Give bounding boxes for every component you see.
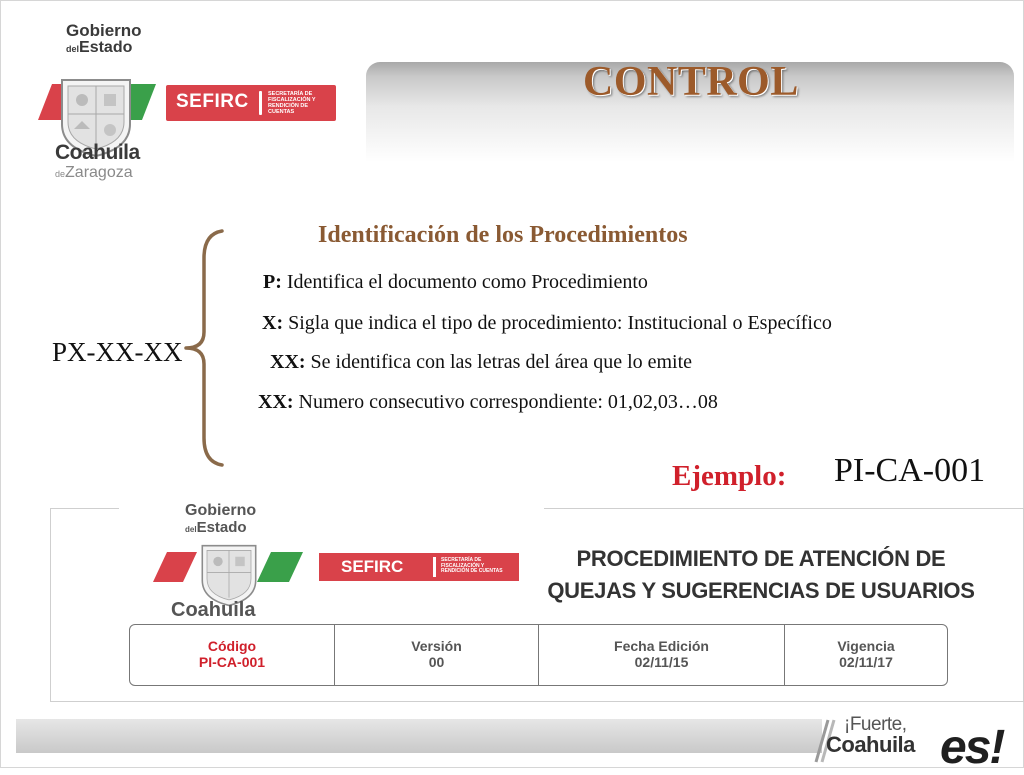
doc-del-estado-label bbox=[185, 520, 256, 535]
doc-coahuila-label: Coahuila bbox=[171, 599, 256, 621]
logo-del-estado-label bbox=[66, 40, 142, 56]
curly-brace-icon bbox=[184, 228, 224, 468]
definition-key: P: bbox=[263, 271, 282, 293]
doc-estado-label: Estado bbox=[196, 519, 247, 536]
sefirc-label: SEFIRC bbox=[176, 91, 249, 112]
gobierno-coahuila-logo bbox=[38, 22, 338, 187]
definition-p bbox=[263, 271, 648, 294]
doc-gobierno-label: Gobierno bbox=[185, 502, 257, 519]
doc-sefirc-label: SEFIRC bbox=[341, 557, 404, 576]
doc-title bbox=[541, 543, 981, 607]
definition-x bbox=[262, 312, 832, 335]
logo-zaragoza-label: Zaragoza bbox=[65, 164, 133, 181]
definition-text: Se identifica con las letras del área que lo emite bbox=[310, 351, 693, 373]
definition-text: Sigla que indica el tipo de procedimiento: Institucional o Específico bbox=[288, 312, 832, 334]
doc-title-line2: QUEJAS Y SUGERENCIAS DE USUARIOS bbox=[547, 578, 975, 603]
meta-vigencia bbox=[785, 625, 947, 685]
example-code: PI-CA-001 bbox=[834, 452, 986, 489]
fuerte-coahuila-slogan bbox=[806, 710, 1022, 774]
sefirc-divider bbox=[259, 91, 262, 115]
doc-coat-of-arms-icon bbox=[197, 541, 261, 607]
meta-header: Fecha Edición bbox=[614, 638, 709, 654]
sefirc-badge bbox=[166, 85, 336, 121]
meta-fecha-edicion bbox=[539, 625, 785, 685]
logo-zaragoza-text bbox=[55, 164, 133, 182]
doc-gobierno-text bbox=[185, 503, 256, 535]
code-pattern: PX-XX-XX bbox=[52, 337, 183, 367]
meta-value: 02/11/15 bbox=[634, 654, 689, 670]
meta-header: Versión bbox=[411, 638, 462, 654]
definition-key: X: bbox=[262, 312, 284, 334]
meta-value: 02/11/17 bbox=[839, 654, 893, 670]
slogan-line2: Coahuila bbox=[826, 732, 915, 757]
doc-title-line1: PROCEDIMIENTO DE ATENCIÓN DE bbox=[576, 546, 946, 571]
meta-header: Código bbox=[207, 638, 257, 654]
doc-sefirc-subtitle: SECRETARÍA DE FISCALIZACIÓN Y RENDICIÓN DE CUENTAS bbox=[441, 557, 503, 574]
footer-bar bbox=[16, 719, 822, 753]
logo-estado-label: Estado bbox=[79, 39, 133, 56]
meta-header: Vigencia bbox=[837, 638, 895, 654]
doc-del-label: del bbox=[185, 525, 197, 534]
definition-text: Identifica el documento como Procedimiento bbox=[286, 271, 648, 293]
logo-gobierno-label: Gobierno bbox=[66, 21, 142, 40]
doc-sefirc-divider bbox=[433, 557, 436, 577]
logo-de-label: de bbox=[55, 169, 66, 179]
meta-value: PI-CA-001 bbox=[198, 654, 266, 670]
slogan-line1: ¡Fuerte, bbox=[844, 714, 907, 735]
section-subtitle: Identificación de los Procedimientos bbox=[318, 222, 688, 248]
logo-coahuila-label: Coahuila bbox=[55, 141, 140, 164]
definition-key: XX: bbox=[258, 391, 294, 413]
gobierno-del-estado-text bbox=[66, 22, 142, 56]
definition-key: XX: bbox=[270, 351, 306, 373]
meta-version bbox=[335, 625, 539, 685]
sefirc-subtitle: SECRETARÍA DE FISCALIZACIÓN Y RENDICIÓN DE CUENTAS bbox=[268, 91, 316, 115]
doc-sefirc-badge bbox=[319, 553, 519, 581]
slogan-es: es! bbox=[940, 721, 1004, 774]
logo-del-label: del bbox=[66, 44, 80, 54]
example-document-header bbox=[50, 502, 1024, 702]
definition-xx-number bbox=[258, 391, 718, 414]
slide-title: CONTROL bbox=[583, 59, 799, 105]
definition-xx-area bbox=[270, 351, 692, 374]
definition-text: Numero consecutivo correspondiente: 01,02,03…08 bbox=[298, 391, 718, 413]
meta-value: 00 bbox=[428, 654, 445, 670]
meta-codigo bbox=[130, 625, 335, 685]
doc-logo bbox=[119, 497, 544, 632]
example-label: Ejemplo: bbox=[672, 460, 787, 492]
doc-meta-table bbox=[129, 624, 948, 686]
